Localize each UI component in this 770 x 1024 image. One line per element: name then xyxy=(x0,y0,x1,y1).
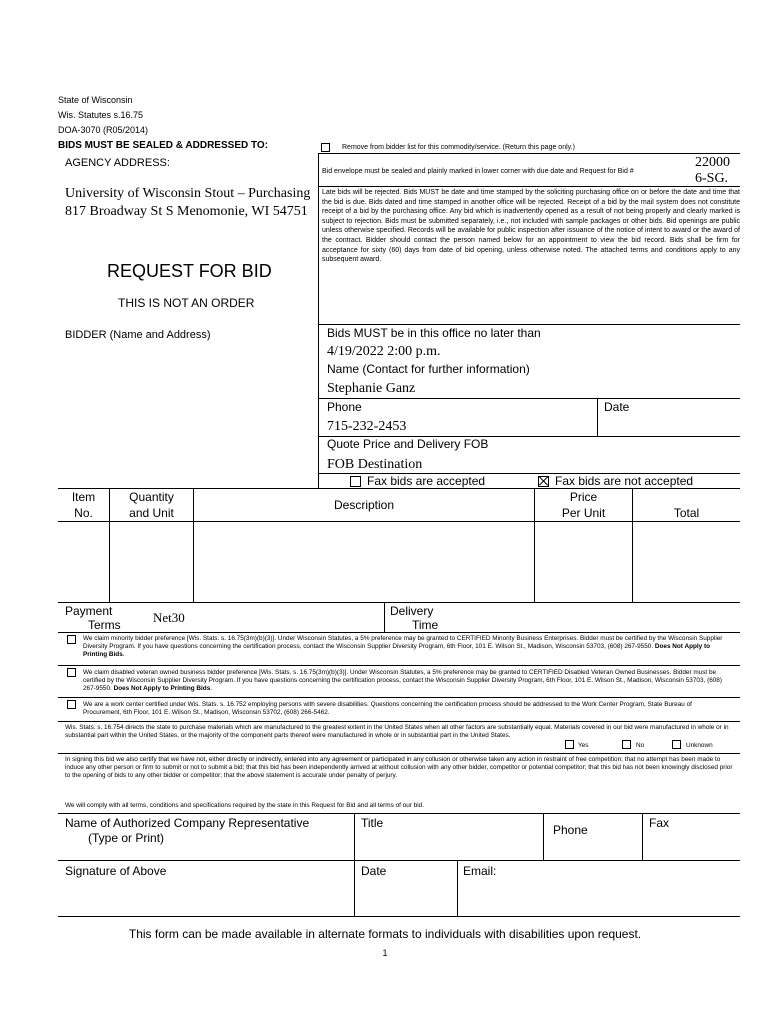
us-made-unknown-label: Unknown xyxy=(686,742,713,749)
work-center-claim: We are a work center certified under Wis. Stats. s. 16.752 employing persons with severe disabilities. Questions concerning the certification process should be addressed to the Work Center Program, State Bureau of Procurement, 6th Floor, 101 E. Wilson St., Madison, Wisconsin 53702, (608) 266-5462. xyxy=(83,701,692,716)
email-label: Email: xyxy=(463,864,497,878)
phone-label: Phone xyxy=(327,400,362,414)
fax-accepted-checkbox[interactable] xyxy=(350,476,361,487)
us-made-no-label: No xyxy=(636,742,645,749)
veteran-claim: We claim disabled veteran owned business bidder preference [Wis. Stats. s. 16.75(3m)(b)(3)]. Under Wisconsin Statutes, a 5% preference may be granted to CERTIFIED Disabled Veteran Owned Businesses. Bidder must be certified by the Wisconsin Supplier Diversity Program. If you have questions concerning the certification process, contact the Wisconsin Supplier Diversity Program, 6th Floor, 101 E. Wilson St., Madison, Wisconsin 53703, (608) 267-9550. Does Not Apply to Printing Bids. xyxy=(83,669,722,692)
us-made-yes-label: Yes xyxy=(578,742,589,749)
statutes-label: Wis. Statutes s.16.75 xyxy=(58,110,144,120)
contact-value: Stephanie Ganz xyxy=(327,381,416,396)
rep-name-label-l1: Name of Authorized Company Representative xyxy=(65,816,310,830)
minority-checkbox[interactable] xyxy=(67,635,76,644)
minority-claim: We claim minority bidder preference [Wis. Stats. s. 16.75(3m)(b)(3)]. Under Wisconsin Statutes, a 5% preference may be granted to CERTIFIED Minority Business Enterprises. Bidder must be certified by the Wisconsin Supplier Diversity Program. If you have questions concerning the certification process, contact the Wisconsin Supplier Diversity Program, 6th Floor, 101 E. Wilson St., Madison, Wisconsin 53703, (608) 267-9550. Does Not Apply to Printing Bids. xyxy=(83,635,723,658)
remove-checkbox[interactable] xyxy=(321,143,330,152)
envelope-text: Bid envelope must be sealed and plainly marked in lower corner with due date and Request for Bid # xyxy=(322,168,634,175)
delivery-time-l2: Time xyxy=(412,618,439,632)
due-label: Bids MUST be in this office no later than xyxy=(327,326,541,340)
not-an-order: THIS IS NOT AN ORDER xyxy=(118,296,255,310)
fax-accepted-label: Fax bids are accepted xyxy=(367,474,486,488)
bidder-label: BIDDER (Name and Address) xyxy=(65,329,211,341)
phone-value: 715-232-2453 xyxy=(327,419,407,434)
fax-not-accepted-label: Fax bids are not accepted xyxy=(555,474,694,488)
contact-label: Name (Contact for further information) xyxy=(327,362,530,376)
due-value: 4/19/2022 2:00 p.m. xyxy=(327,344,441,359)
alternate-formats-note: This form can be made available in alternate formats to individuals with disabilities upon request. xyxy=(128,927,642,941)
document-title: REQUEST FOR BID xyxy=(107,261,272,281)
sealed-title: BIDS MUST BE SEALED & ADDRESSED TO: xyxy=(58,140,269,151)
quantity-header-l1: Quantity xyxy=(129,490,174,504)
price-header-l2: Per Unit xyxy=(561,506,606,520)
item-header-l1: Item xyxy=(71,490,96,504)
fax-not-accepted-checkbox[interactable] xyxy=(538,476,549,487)
agency-name: University of Wisconsin Stout – Purchasing xyxy=(65,186,311,201)
date-label: Date xyxy=(604,400,630,414)
fax-label: Fax xyxy=(649,816,670,830)
total-header: Total xyxy=(673,506,700,520)
price-header-l1: Price xyxy=(569,490,598,504)
title-label: Title xyxy=(361,816,384,830)
fob-value: FOB Destination xyxy=(327,457,423,472)
quantity-header-l2: and Unit xyxy=(129,506,174,520)
signature-date-label: Date xyxy=(361,864,387,878)
page-number: 1 xyxy=(382,948,388,958)
us-made-yes-checkbox[interactable] xyxy=(565,740,574,749)
late-bids-notice: Late bids will be rejected. Bids MUST be date and time stamped by the soliciting purchasing office on or before the date and time that the bid is due. Bids dated and time stamped in another office will be rejected. Receipt of a bid by the mail system does not constitute receipt of a bid by the purchasing office. Any bid which is inadvertently opened as a result of not being properly and clearly marked is subject to rejection. Bids must be submitted separately, i.e., not included with sample packages or other bids. Bid openings are public unless otherwise specified. Records will be available for public inspection after issuance of the notice of intent to award or the award of the contract. Bidder should contact the person named below for an appointment to view the bid record. Bids shall be firm for acceptance for sixty (60) days from date of bid opening, unless otherwise noted. The attached terms and conditions apply to any subsequent award. xyxy=(322,189,740,264)
signature-label: Signature of Above xyxy=(65,864,167,878)
us-made-statement: Wis. Stats. s. 16.754 directs the state to purchase materials which are manufactured to the greatest extent in the United States when all other factors are substantially equal. Materials covered in our bid were manufactured in whole or in substantial part within the United States, or the majority of the component parts thereof were manufactured in whole or in substantial part in the United States. xyxy=(65,724,729,739)
item-header-l2: No. xyxy=(74,506,93,520)
agency-address-label: AGENCY ADDRESS: xyxy=(65,157,170,169)
state-label: State of Wisconsin xyxy=(58,95,133,105)
payment-terms-l1: Payment xyxy=(65,604,113,618)
description-header: Description xyxy=(333,498,395,512)
remove-text: Remove from bidder list for this commodity/service. (Return this page only.) xyxy=(342,144,575,151)
compliance-statement: We will comply with all terms, conditions and specifications required by the state in this Request for Bid and all terms of our bid. xyxy=(65,802,424,809)
delivery-time-l1: Delivery xyxy=(390,604,434,618)
us-made-unknown-checkbox[interactable] xyxy=(672,740,681,749)
bid-number-line1: 22000 xyxy=(695,155,730,170)
rep-phone-label: Phone xyxy=(553,823,588,837)
us-made-no-checkbox[interactable] xyxy=(622,740,631,749)
bid-number-line2: 6-SG. xyxy=(695,171,729,186)
payment-terms-value: Net30 xyxy=(153,610,185,625)
fob-label: Quote Price and Delivery FOB xyxy=(327,437,489,451)
payment-terms-l2: Terms xyxy=(88,618,121,632)
agency-address: 817 Broadway St S Menomonie, WI 54751 xyxy=(65,204,308,219)
rep-name-label-l2: (Type or Print) xyxy=(88,831,165,845)
work-center-checkbox[interactable] xyxy=(67,700,76,709)
veteran-checkbox[interactable] xyxy=(67,668,76,677)
certification-statement: In signing this bid we also certify that we have not, either directly or indirectly, entered into any agreement or participated in any collusion or otherwise taken any action in restraint of free competition; that no attempt has been made to induce any other person or firm to submit or not to submit a bid; that this bid has been independently arrived at without collusion with any other bidder, competitor or potential competitor; that this bid has not been knowingly disclosed prior to the opening of bids to any other bidder or competitor; that the above statement is accurate under penalty of perjury. xyxy=(65,756,733,779)
form-number: DOA-3070 (R05/2014) xyxy=(58,125,149,135)
